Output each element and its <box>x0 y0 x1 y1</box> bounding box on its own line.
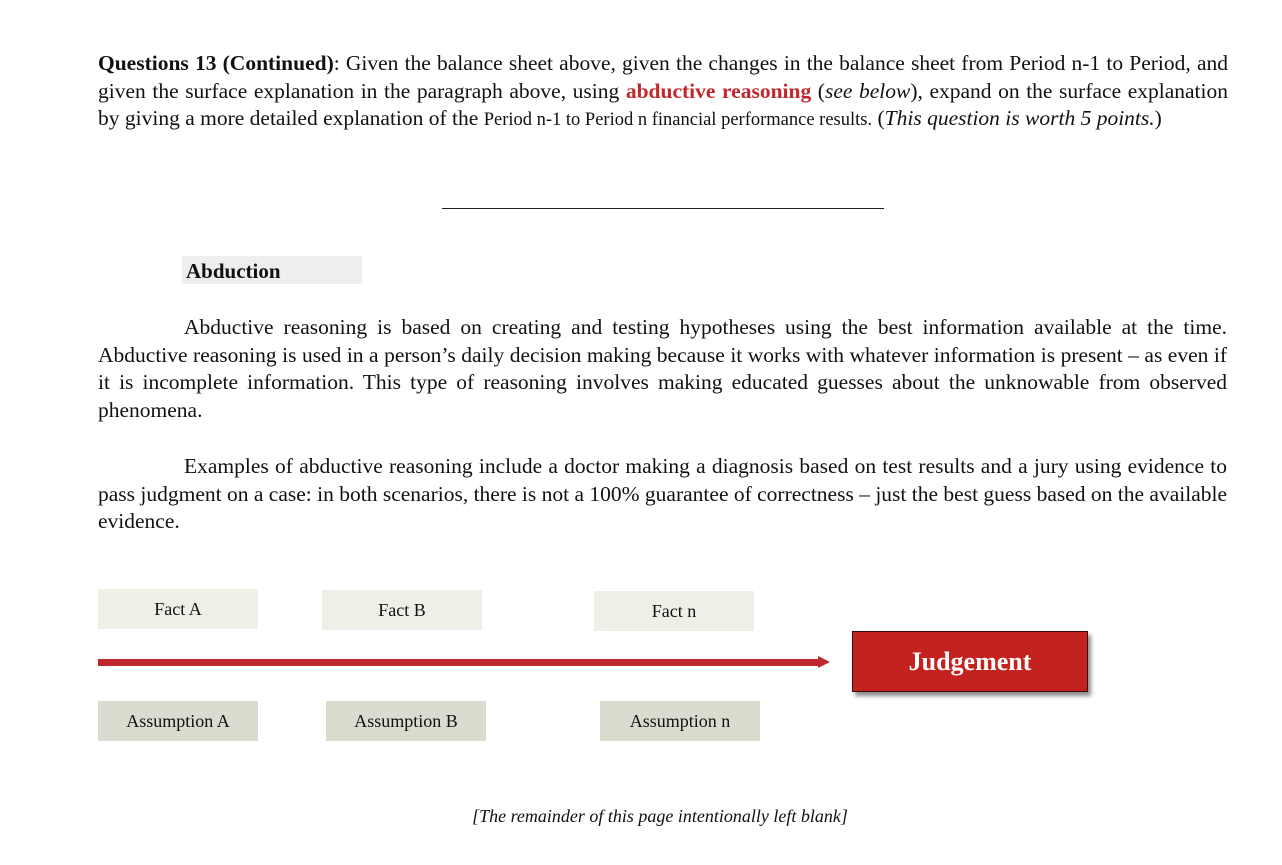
abduction-paragraph-2: Examples of abductive reasoning include a doctor making a diagnosis based on test results and a jury using evidence to pass judgment on a case: in both scenarios, there is not a 100% guarantee of correctness – just the best guess based on the available evidence. <box>98 454 1228 533</box>
fact-n-box: Fact n <box>594 591 754 631</box>
question-text-1: : Given the balance sheet above, given the changes in the balance sheet from Period n-1 to Period, and given the surface explanation in the paragraph above, using <box>98 51 1228 103</box>
question-13 <box>98 50 1228 135</box>
assumption-b-box: Assumption B <box>326 701 486 741</box>
fact-b-box: Fact B <box>322 590 482 630</box>
points-note: This question is worth 5 points. <box>884 106 1155 130</box>
blank-page-note: [The remainder of this page intentionally left blank] <box>472 806 848 826</box>
fact-a-box: Fact A <box>98 589 258 629</box>
arrow-head-icon <box>818 656 830 668</box>
period-results-text: Period n-1 to Period n financial performance results. <box>483 110 873 130</box>
question-text-2: ( <box>811 78 825 103</box>
assumption-a-box: Assumption A <box>98 701 258 741</box>
see-below-note: see below <box>824 78 911 103</box>
abductive-reasoning-emphasis: abductive reasoning <box>625 78 812 103</box>
question-lead: Questions 13 (Continued) <box>98 51 334 75</box>
judgement-box: Judgement <box>852 631 1088 692</box>
answer-line <box>442 208 884 209</box>
reasoning-arrow-line <box>98 659 820 666</box>
assumption-n-box: Assumption n <box>600 701 760 741</box>
points-close: ) <box>1154 106 1162 130</box>
points-open: ( <box>877 106 885 130</box>
abduction-paragraph-1: Abductive reasoning is based on creating and testing hypotheses using the best information available at the time. Abductive reasoning is used in a person’s daily decision making because it works with whatever information is present – as even if it is incomplete information. This type of reasoning involves making educated guesses about the unknowable from observed phenomena. <box>98 315 1227 422</box>
question-text-3: ), expand on the surface explanation by giving a more detailed explanation of the <box>98 78 1228 130</box>
abduction-heading: Abduction <box>182 256 362 284</box>
